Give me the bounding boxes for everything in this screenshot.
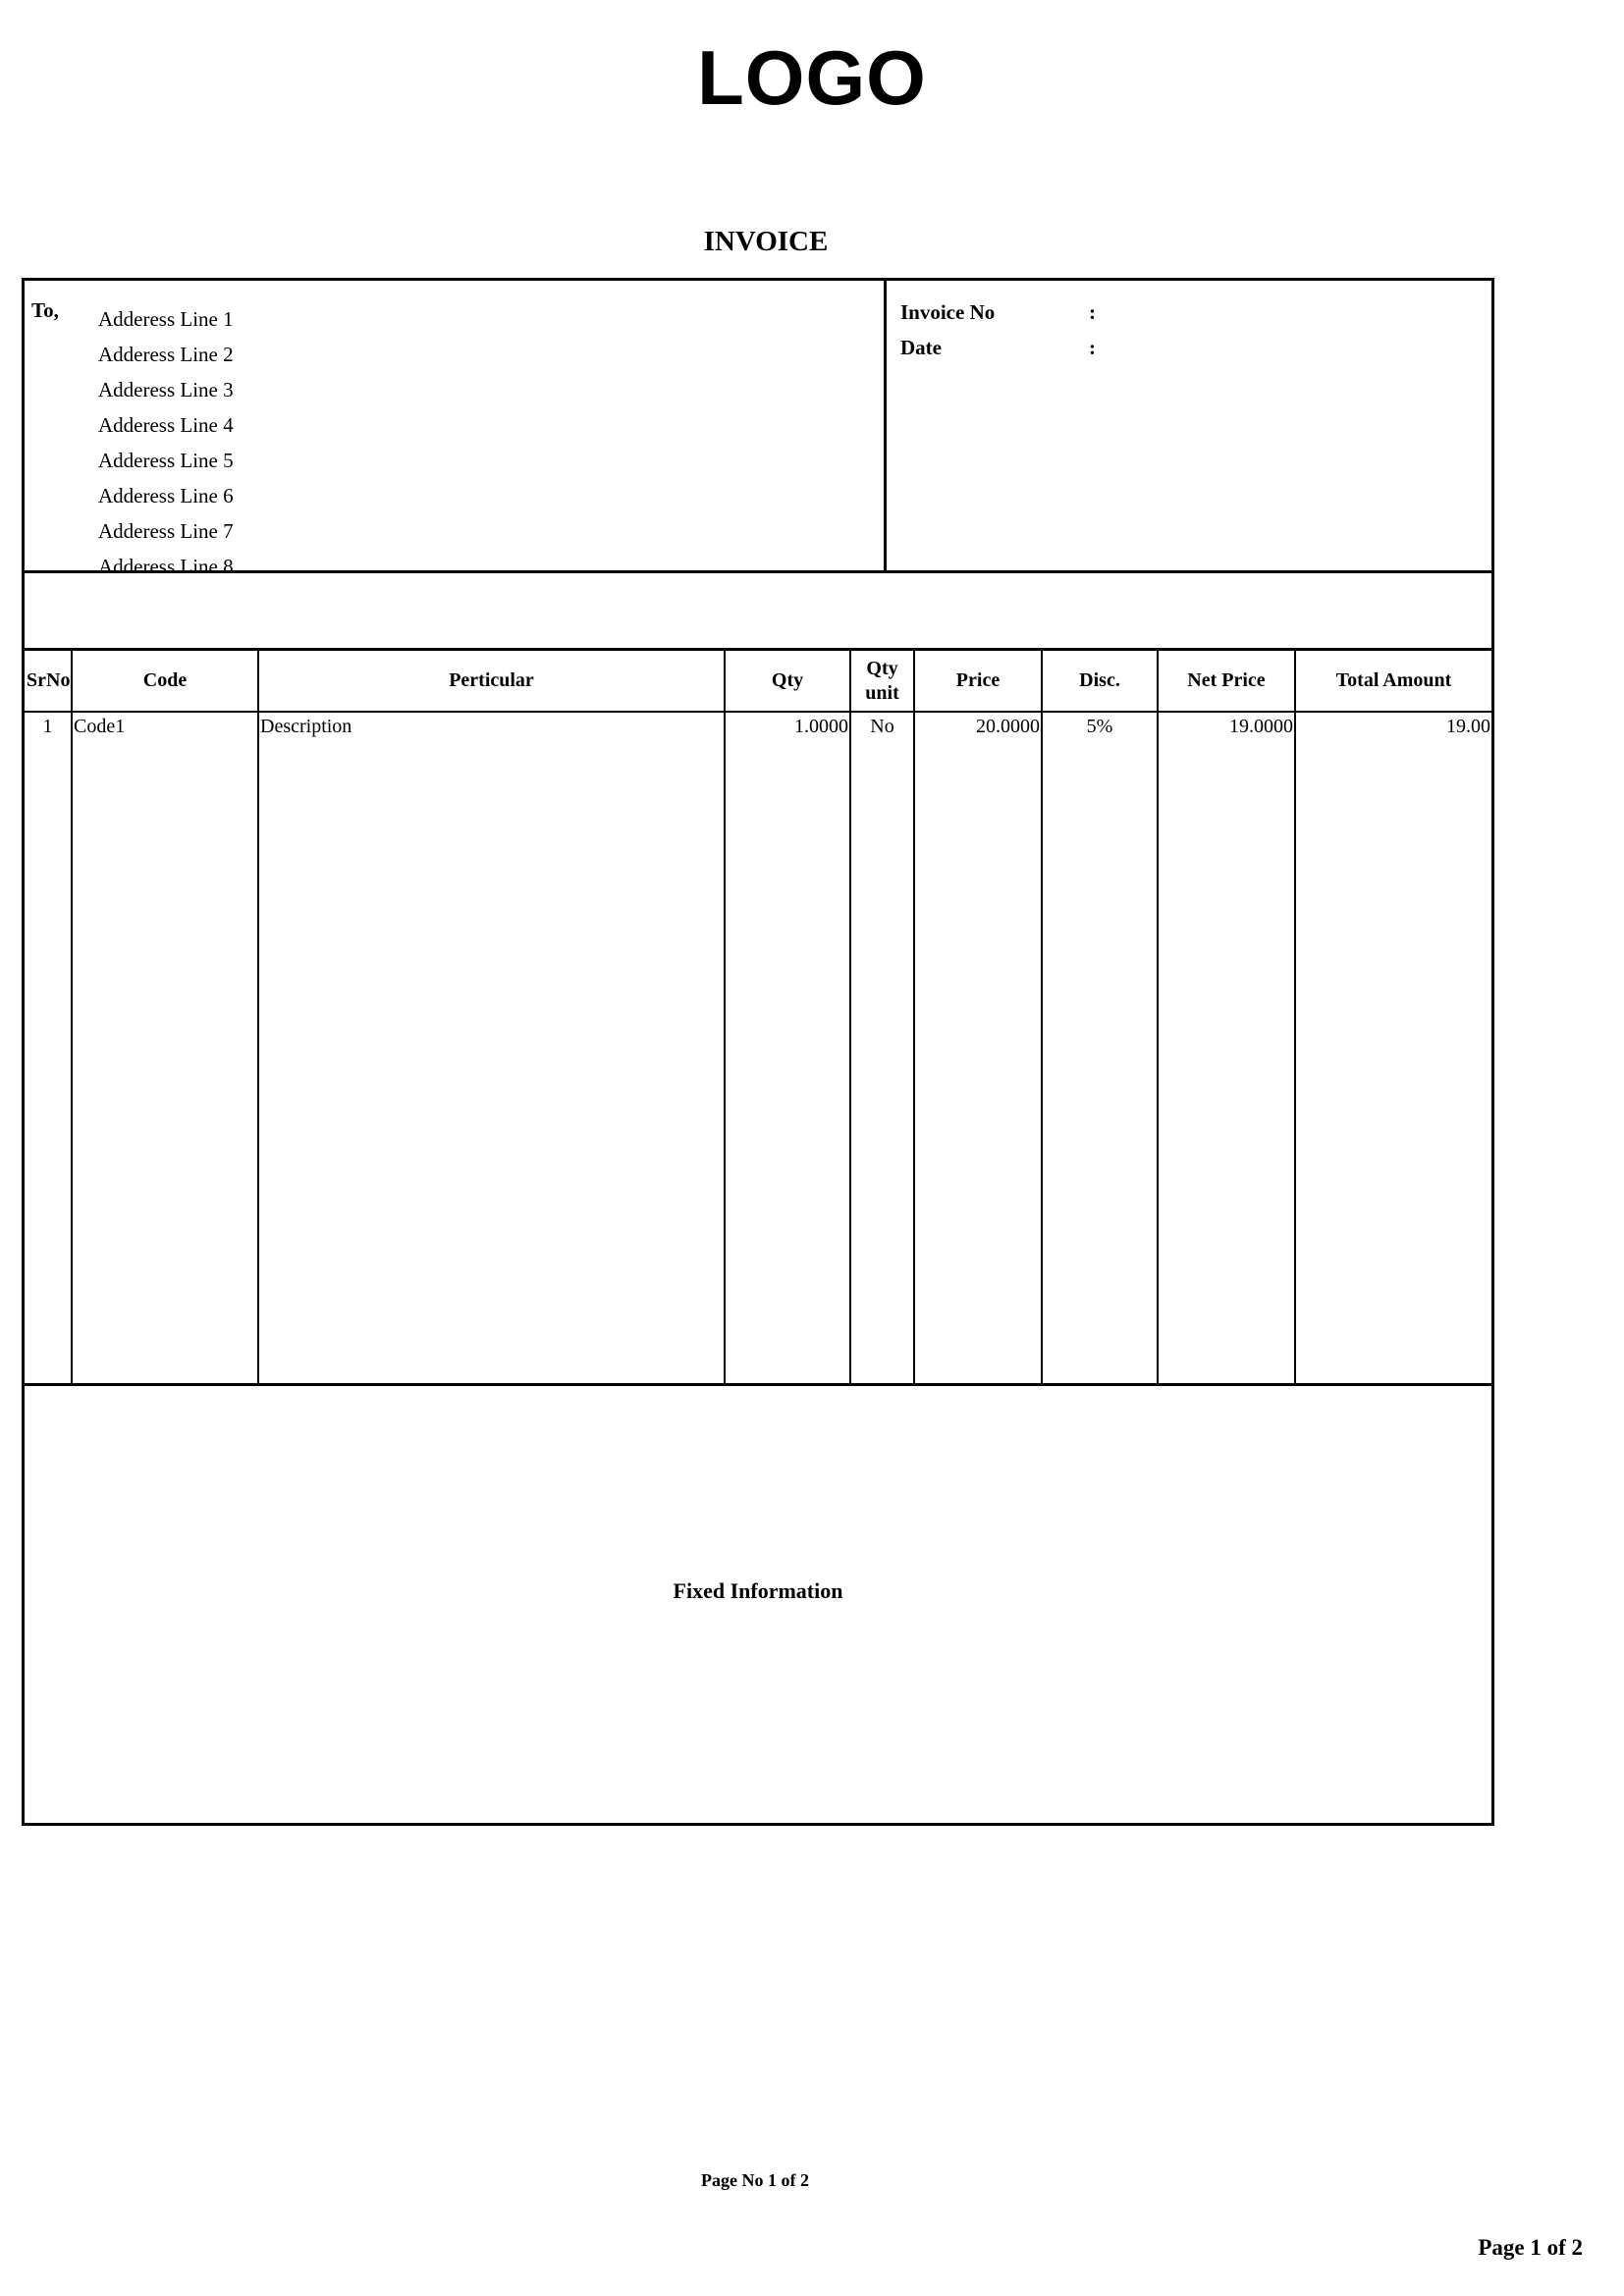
fixed-information-block bbox=[25, 1386, 1491, 1823]
spacer-row bbox=[25, 573, 1491, 651]
document-title: INVOICE bbox=[703, 226, 829, 257]
cell-price: 20.0000 bbox=[914, 712, 1042, 740]
cell-perticular: Description bbox=[258, 712, 725, 740]
date-row bbox=[900, 330, 1491, 365]
column-header-disc: Disc. bbox=[1042, 651, 1158, 712]
line-items-table bbox=[25, 651, 1491, 1386]
invoice-meta-cell bbox=[887, 281, 1491, 570]
recipient-address-cell bbox=[25, 281, 887, 578]
date-value bbox=[1116, 330, 1491, 365]
address-line: Adderess Line 4 bbox=[98, 413, 234, 437]
invoice-frame bbox=[22, 278, 1494, 1826]
column-header-price: Price bbox=[914, 651, 1042, 712]
address-line: Adderess Line 5 bbox=[98, 449, 234, 472]
filler-cell bbox=[850, 740, 914, 1384]
invoice-no-row bbox=[900, 294, 1491, 330]
date-label: Date bbox=[900, 336, 942, 359]
company-logo: LOGO bbox=[697, 34, 927, 121]
filler-cell bbox=[1158, 740, 1295, 1384]
cell-srno: 1 bbox=[25, 712, 72, 740]
address-line: Adderess Line 8 bbox=[98, 555, 234, 578]
cell-total-amount: 19.00 bbox=[1446, 716, 1490, 737]
invoice-no-value bbox=[1116, 294, 1491, 330]
column-header-net-price: Net Price bbox=[1158, 651, 1295, 712]
column-header-perticular: Perticular bbox=[258, 651, 725, 712]
column-header-code: Code bbox=[72, 651, 258, 712]
filler-cell bbox=[914, 740, 1042, 1384]
page-number-footer: Page No 1 of 2 bbox=[701, 2170, 809, 2190]
cell-code: Code1 bbox=[72, 712, 258, 740]
address-line: Adderess Line 1 bbox=[98, 307, 234, 331]
table-row bbox=[25, 712, 1491, 740]
filler-cell bbox=[25, 740, 72, 1384]
to-label: To, bbox=[31, 298, 59, 322]
invoice-no-colon: : bbox=[1089, 300, 1096, 324]
filler-cell bbox=[1295, 740, 1491, 1384]
line-items-body bbox=[25, 712, 1491, 1384]
page-corner-footer: Page 1 of 2 bbox=[1478, 2235, 1583, 2260]
fixed-information-text: Fixed Information bbox=[673, 1577, 843, 1603]
cell-qty-unit: No bbox=[850, 712, 914, 740]
cell-disc: 5% bbox=[1042, 712, 1158, 740]
column-header-srno: SrNo bbox=[25, 651, 72, 712]
address-line: Adderess Line 6 bbox=[98, 484, 234, 507]
line-items-header bbox=[25, 651, 1491, 712]
address-line: Adderess Line 7 bbox=[98, 519, 234, 543]
table-filler-row bbox=[25, 740, 1491, 1384]
column-header-qty-unit: Qty unit bbox=[850, 651, 914, 712]
column-header-total-amount: Total Amount bbox=[1295, 651, 1491, 712]
date-colon: : bbox=[1089, 336, 1096, 359]
address-line: Adderess Line 3 bbox=[98, 378, 234, 401]
address-lines bbox=[98, 301, 884, 584]
invoice-no-label: Invoice No bbox=[900, 300, 996, 324]
header-row bbox=[25, 281, 1491, 578]
filler-cell bbox=[72, 740, 258, 1384]
address-line: Adderess Line 2 bbox=[98, 343, 234, 366]
table-header-row bbox=[25, 651, 1491, 712]
cell-qty: 1.0000 bbox=[725, 712, 850, 740]
filler-cell bbox=[725, 740, 850, 1384]
cell-net-price: 19.0000 bbox=[1158, 712, 1295, 740]
column-header-qty: Qty bbox=[725, 651, 850, 712]
filler-cell bbox=[1042, 740, 1158, 1384]
filler-cell bbox=[258, 740, 725, 1384]
